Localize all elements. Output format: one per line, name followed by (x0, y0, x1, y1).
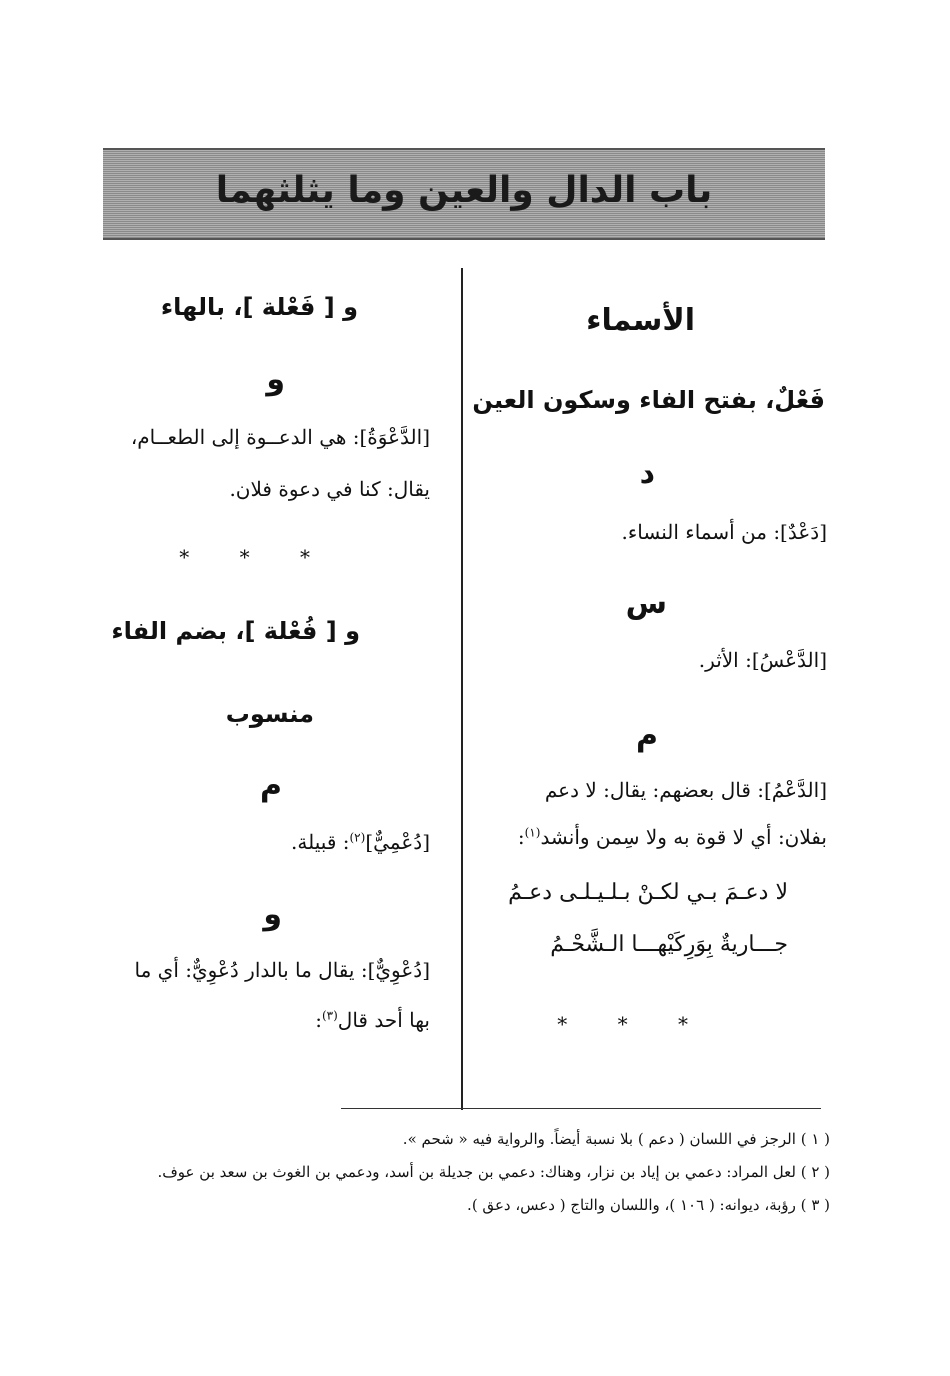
chapter-title: باب الدال والعين وما يثلثهما (215, 170, 713, 211)
entry-dawa-line-2: يقال: كنا في دعوة فلان. (229, 477, 430, 501)
entry-daam-line-2 (518, 825, 827, 849)
verse-line-1: لا دعـمَ بـي لكـنْ بـلـيـلـى دعـمُ (508, 880, 788, 905)
mansub-heading: منسوب (225, 700, 314, 728)
letter-heading-mim: م (260, 768, 282, 803)
pattern-heading-faala: و [ فَعْلة ]، بالهاء (160, 293, 358, 321)
pattern-heading-fula: و [ فُعْلة ]، بضم الفاء (111, 617, 360, 645)
entry-dumi-term: [دُعْمِيٌّ] (365, 830, 430, 854)
entry-duwi-text: بها أحد قال (337, 1008, 430, 1032)
letter-heading-mim: م (636, 718, 658, 753)
letter-heading-waw: و (266, 362, 285, 397)
section-separator-stars: * * * (179, 545, 332, 569)
entry-daam-text: بفلان: أي لا قوة به ولا سِمن وأنشد (540, 825, 827, 849)
verse-line-2: جـــاريةٌ بِوَرِكَيْهـــا الـشَّحْـمُ (550, 932, 788, 957)
entry-daas: [الدَّعْسُ]: الأثر. (698, 648, 827, 672)
chapter-banner (103, 148, 825, 240)
letter-heading-waw: و (263, 897, 282, 932)
entry-daad: [دَعْدٌ]: من أسماء النساء. (621, 520, 827, 544)
footnote-ref-3: (٣) (321, 1008, 338, 1023)
entry-duwi-line-1: [دُعْوِيٌّ]: يقال ما بالدار دُعْوِيٌّ: أي ما (134, 958, 430, 982)
entry-dumi-def: : قبيلة. (291, 830, 350, 854)
pattern-heading: فَعْلٌ، بفتح الفاء وسكون العين (472, 386, 825, 414)
footnote-1: ( ١ ) الرجز في اللسان ( دعم ) بلا نسبة أيضاً. والرواية فيه « شحم ». (402, 1130, 830, 1148)
footnote-ref-1: (١) (524, 825, 541, 840)
letter-heading-sin: س (625, 586, 667, 621)
section-separator-stars: * * * (557, 1012, 710, 1036)
entry-duwi-colon: : (315, 1008, 322, 1032)
letter-heading-dal: د (639, 456, 655, 491)
entry-duwi-line-2 (315, 1008, 430, 1032)
column-divider (461, 268, 463, 1110)
footnote-ref-2: (٢) (349, 830, 366, 845)
footnote-2: ( ٢ ) لعل المراد: دعمي بن إياد بن نزار، وهناك: دعمي بن جديلة بن أسد، ودعمي بن الغوث بن سعد بن عوف. (157, 1163, 830, 1181)
footnote-3: ( ٣ ) رؤبة، ديوانه: ( ١٠٦ )، واللسان والتاج ( دعس، دعق ). (467, 1196, 830, 1214)
entry-daam-line-1: [الدَّعْمُ]: قال بعضهم: يقال: لا دعم (544, 778, 827, 802)
entry-daam-colon: : (517, 825, 525, 849)
footnote-separator (341, 1108, 821, 1109)
entry-dawa-line-1: [الدَّعْوَةُ]: هي الدعــوة إلى الطعــام، (130, 425, 430, 449)
section-title: الأسماء (586, 303, 695, 338)
entry-dumi (291, 830, 430, 854)
